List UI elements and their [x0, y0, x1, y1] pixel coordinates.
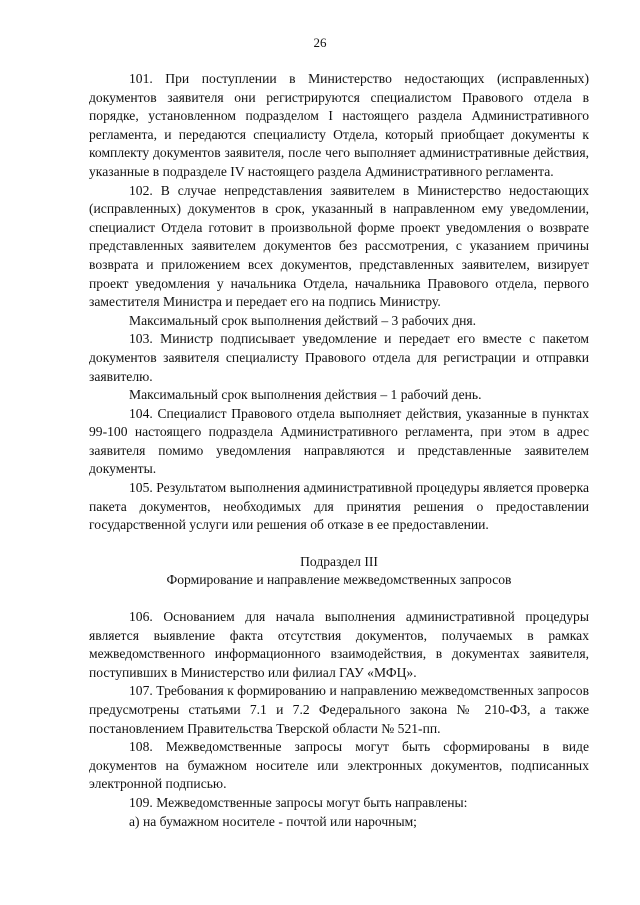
paragraph-103: 103. Министр подписывает уведомление и передает его вместе с пакетом документов заявителя специалисту Правового отдела для регистрации и отправки заявителю.	[89, 331, 589, 384]
paragraph-108: 108. Межведомственные запросы могут быть сформированы в виде документов на бумажном носителе или электронных документов, подписанных электронной подписью.	[89, 739, 589, 792]
paragraph-104: 104. Специалист Правового отдела выполняет действия, указанные в пунктах 99-100 настоящего подраздела Административного регламента, при этом в адрес заявителя помимо уведомления направляются и представленные заявителем документы.	[89, 405, 589, 477]
paragraph-107: 107. Требования к формированию и направлению межведомственных запросов предусмотрены статьями 7.1 и 7.2 Федерального закона № 210-ФЗ, а также постановлением Правительства Тверской области № 521-пп.	[89, 683, 589, 736]
paragraph-105: 105. Результатом выполнения административной процедуры является проверка пакета документов, необходимых для принятия решения о предоставлении государственной услуги или решения об отказе в ее предоставлении.	[89, 480, 589, 533]
paragraph-106: 106. Основанием для начала выполнения административной процедуры является выявление факта отсутствия документов, получаемых в рамках межведомственного информационного взаимодействия, в документах заявителя, поступивших в Министерство или филиал ГАУ «МФЦ».	[89, 609, 589, 680]
subsection-label: Подраздел III	[300, 553, 378, 569]
page-number: 26	[313, 35, 327, 50]
spacer	[89, 590, 589, 608]
paragraph-102: 102. В случае непредставления заявителем в Министерство недостающих (исправленных) документов в срок, указанный в направленном ему уведомлении, специалист Отдела готовит в произвольной форме проект уведомления о возврате представленных заявителем документов без рассмотрения, с указанием причины возврата и приложением всех документов, представленных заявителем, визирует проект уведомления у начальника Отдела, начальника Правового отдела, первого заместителя Министра и передает его на подпись Министру.	[89, 182, 589, 310]
spacer	[89, 535, 589, 553]
paragraph-deadline-3-days: Максимальный срок выполнения действий – 3 рабочих дня.	[129, 312, 477, 328]
document-body	[89, 70, 589, 831]
list-item-a: а) на бумажном носителе - почтой или нарочным;	[129, 813, 417, 829]
paragraph-109: 109. Межведомственные запросы могут быть направлены:	[129, 794, 468, 810]
paragraph-deadline-1-day: Максимальный срок выполнения действия – 1 рабочий день.	[129, 387, 482, 403]
paragraph-101: 101. При поступлении в Министерство недостающих (исправленных) документов заявителя они регистрируются специалистом Правового отдела в порядке, установленном подразделом I настоящего раздела Административного регламента, и передаются специалисту Отдела, который приобщает документы к комплекту документов заявителя, после чего выполняет административные действия, указанные в подразделе IV настоящего раздела Административного регламента.	[89, 71, 589, 179]
subsection-title: Формирование и направление межведомственных запросов	[166, 572, 512, 588]
